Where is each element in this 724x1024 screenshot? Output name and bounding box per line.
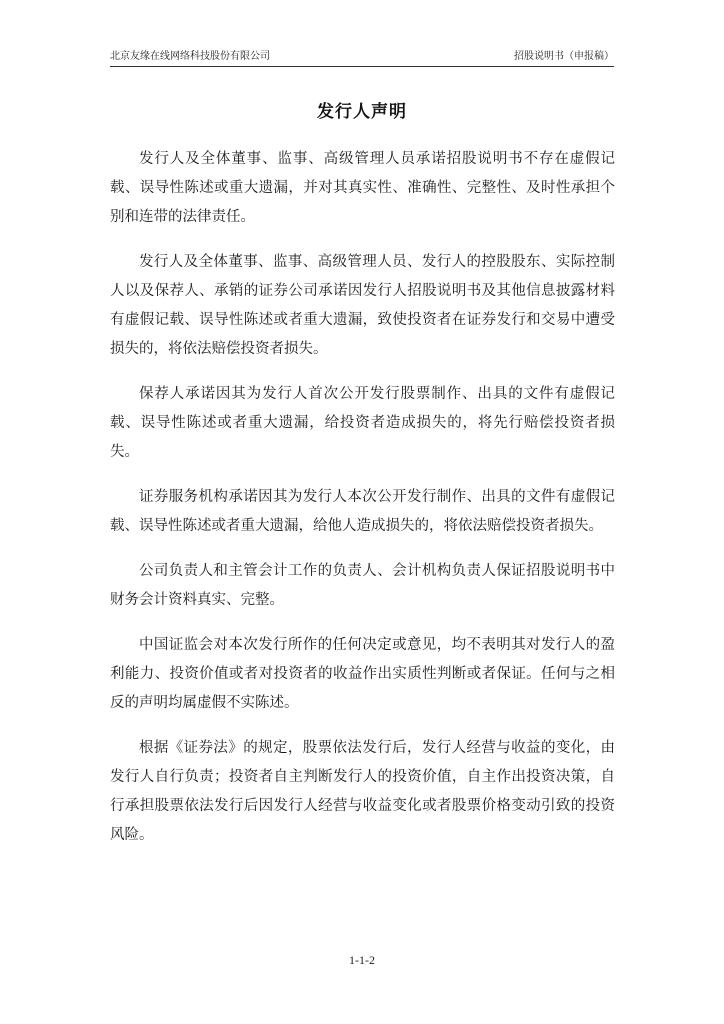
header-company-name: 北京友缘在线网络科技股份有限公司 (110, 51, 270, 62)
page-number: 1-1-2 (349, 953, 375, 967)
statement-body (110, 145, 615, 866)
header-document-type: 招股说明书（申报稿） (514, 51, 614, 62)
paragraph-7: 根据《证券法》的规定，股票依法发行后，发行人经营与收益的变化，由发行人自行负责；投资者自主判断发行人的投资价值，自主作出投资决策，自行承担股票依法发行后因发行人经营与收益变化或者股票价格变动引致的投资风险。 (110, 740, 615, 843)
paragraph-1: 发行人及全体董事、监事、高级管理人员承诺招股说明书不存在虚假记载、误导性陈述或重大遗漏，并对其真实性、准确性、完整性、及时性承担个别和连带的法律责任。 (110, 151, 615, 225)
page-title: 发行人声明 (317, 102, 407, 122)
page-header (110, 50, 614, 67)
paragraph-5: 公司负责人和主管会计工作的负责人、会计机构负责人保证招股说明书中财务会计资料真实、完整。 (110, 563, 615, 608)
paragraph-4: 证券服务机构承诺因其为发行人本次公开发行制作、出具的文件有虚假记载、误导性陈述或者重大遗漏，给他人造成损失的，将依法赔偿投资者损失。 (110, 489, 615, 534)
paragraph-6: 中国证监会对本次发行所作的任何决定或意见，均不表明其对发行人的盈利能力、投资价值或者对投资者的收益作出实质性判断或者保证。任何与之相反的声明均属虚假不实陈述。 (110, 637, 615, 711)
paragraph-2: 发行人及全体董事、监事、高级管理人员、发行人的控股股东、实际控制人以及保荐人、承销的证券公司承诺因发行人招股说明书及其他信息披露材料有虚假记载、误导性陈述或者重大遗漏，致使投资者在证券发行和交易中遭受损失的，将依法赔偿投资者损失。 (110, 254, 615, 357)
paragraph-3: 保荐人承诺因其为发行人首次公开发行股票制作、出具的文件有虚假记载、误导性陈述或者重大遗漏，给投资者造成损失的，将先行赔偿投资者损失。 (110, 386, 615, 460)
